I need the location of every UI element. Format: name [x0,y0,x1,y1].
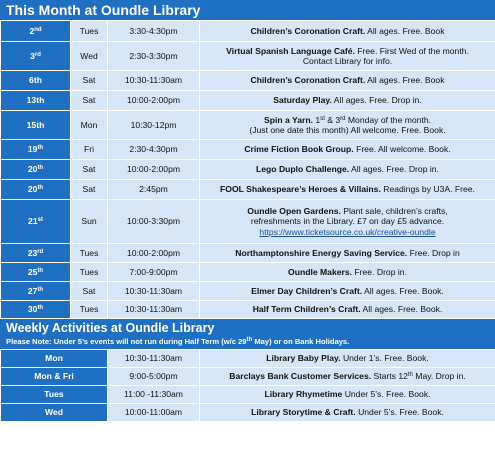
table-row [1,263,495,282]
activity-day: Wed [1,404,108,422]
event-weekday: Sat [71,282,108,301]
event-description: Saturday Play. All ages. Free. Drop in. [200,91,495,111]
table-row [1,386,495,404]
event-description: Northamptonshire Energy Saving Service. Free. Drop in [200,244,495,263]
event-date: 20th [1,160,71,180]
table-row [1,42,495,71]
table-row [1,244,495,263]
event-weekday: Sat [71,180,108,200]
table-row [1,140,495,160]
event-time: 10:00-3:30pm [108,200,200,244]
activity-description: Barclays Bank Customer Services. Starts 12th May. Drop in. [200,368,495,386]
event-time: 2:30-3:30pm [108,42,200,71]
event-time: 10:00-2:00pm [108,91,200,111]
event-date: 19th [1,140,71,160]
event-weekday: Mon [71,111,108,140]
activity-description: Library Baby Play. Under 1’s. Free. Book. [200,350,495,368]
event-date: 20th [1,180,71,200]
activity-time: 11:00 -11:30am [108,386,200,404]
event-date: 30th [1,301,71,319]
activity-day: Mon & Fri [1,368,108,386]
event-date: 15th [1,111,71,140]
event-date: 23rd [1,244,71,263]
event-weekday: Tues [71,301,108,319]
table-row [1,71,495,91]
activity-description: Library Storytime & Craft. Under 5’s. Free. Book. [200,404,495,422]
table-row [1,368,495,386]
table-row [1,91,495,111]
event-time: 3:30-4:30pm [108,21,200,42]
activity-time: 10:00-11:00am [108,404,200,422]
event-time: 10:00-2:00pm [108,160,200,180]
event-weekday: Sun [71,200,108,244]
event-time: 10:30-11:30am [108,301,200,319]
event-description: Spin a Yarn. 1st & 3rd Monday of the month. (Just one date this month) All welcome. Free. Book. [200,111,495,140]
event-time: 10:30-11:30am [108,282,200,301]
weekly-note: Please Note: Under 5’s events will not run during Half Term (w/c 29th May) or on Bank Holidays. [6,337,350,346]
activity-day: Mon [1,350,108,368]
table-row [1,21,495,42]
event-date: 3rd [1,42,71,71]
event-date: 13th [1,91,71,111]
event-time: 7:00-9:00pm [108,263,200,282]
ticket-link[interactable]: https://www.ticketsource.co.uk/creative-oundle [259,226,436,237]
table-row [1,111,495,140]
event-time: 2:30-4:30pm [108,140,200,160]
event-description: Virtual Spanish Language Café. Free. First Wed of the month. Contact Library for info. [200,42,495,71]
event-time: 10:30-11:30am [108,71,200,91]
event-description: Crime Fiction Book Group. Free. All welcome. Book. [200,140,495,160]
event-weekday: Sat [71,71,108,91]
event-weekday: Fri [71,140,108,160]
event-weekday: Wed [71,42,108,71]
table-row [1,404,495,422]
weekly-title: Weekly Activities at Oundle Library [6,321,215,335]
activity-time: 9:00-5:00pm [108,368,200,386]
event-date: 21st [1,200,71,244]
table-row [1,301,495,319]
event-weekday: Sat [71,91,108,111]
event-description: FOOL Shakespeare’s Heroes & Villains. Readings by U3A. Free. [200,180,495,200]
table-row [1,180,495,200]
event-time: 10:00-2:00pm [108,244,200,263]
event-date: 27th [1,282,71,301]
table-row [1,200,495,244]
event-description: Elmer Day Children’s Craft. All ages. Free. Book. [200,282,495,301]
table-row [1,350,495,368]
activity-time: 10:30-11:30am [108,350,200,368]
event-date: 6th [1,71,71,91]
monthly-events-table [0,20,495,319]
table-row [1,282,495,301]
event-weekday: Tues [71,263,108,282]
event-time: 2:45pm [108,180,200,200]
event-date: 2nd [1,21,71,42]
event-description: Children’s Coronation Craft. All ages. Free. Book [200,71,495,91]
event-weekday: Tues [71,244,108,263]
event-description: Half Term Children’s Craft. All ages. Free. Book. [200,301,495,319]
event-description: Oundle Open Gardens. Plant sale, children’s crafts, refreshments in the Library. £7 on day £5 advance. https://www.ticketsource.co.uk/creative-oundle [200,200,495,244]
activity-description: Library Rhymetime Under 5’s. Free. Book. [200,386,495,404]
page-title: This Month at Oundle Library [0,0,495,20]
weekly-section-header [0,319,495,349]
weekly-activities-table [0,349,495,422]
table-row [1,160,495,180]
event-description: Lego Duplo Challenge. All ages. Free. Drop in. [200,160,495,180]
event-date: 25th [1,263,71,282]
event-weekday: Sat [71,160,108,180]
event-description: Oundle Makers. Free. Drop in. [200,263,495,282]
event-weekday: Tues [71,21,108,42]
activity-day: Tues [1,386,108,404]
event-description: Children’s Coronation Craft. All ages. Free. Book [200,21,495,42]
event-time: 10:30-12pm [108,111,200,140]
